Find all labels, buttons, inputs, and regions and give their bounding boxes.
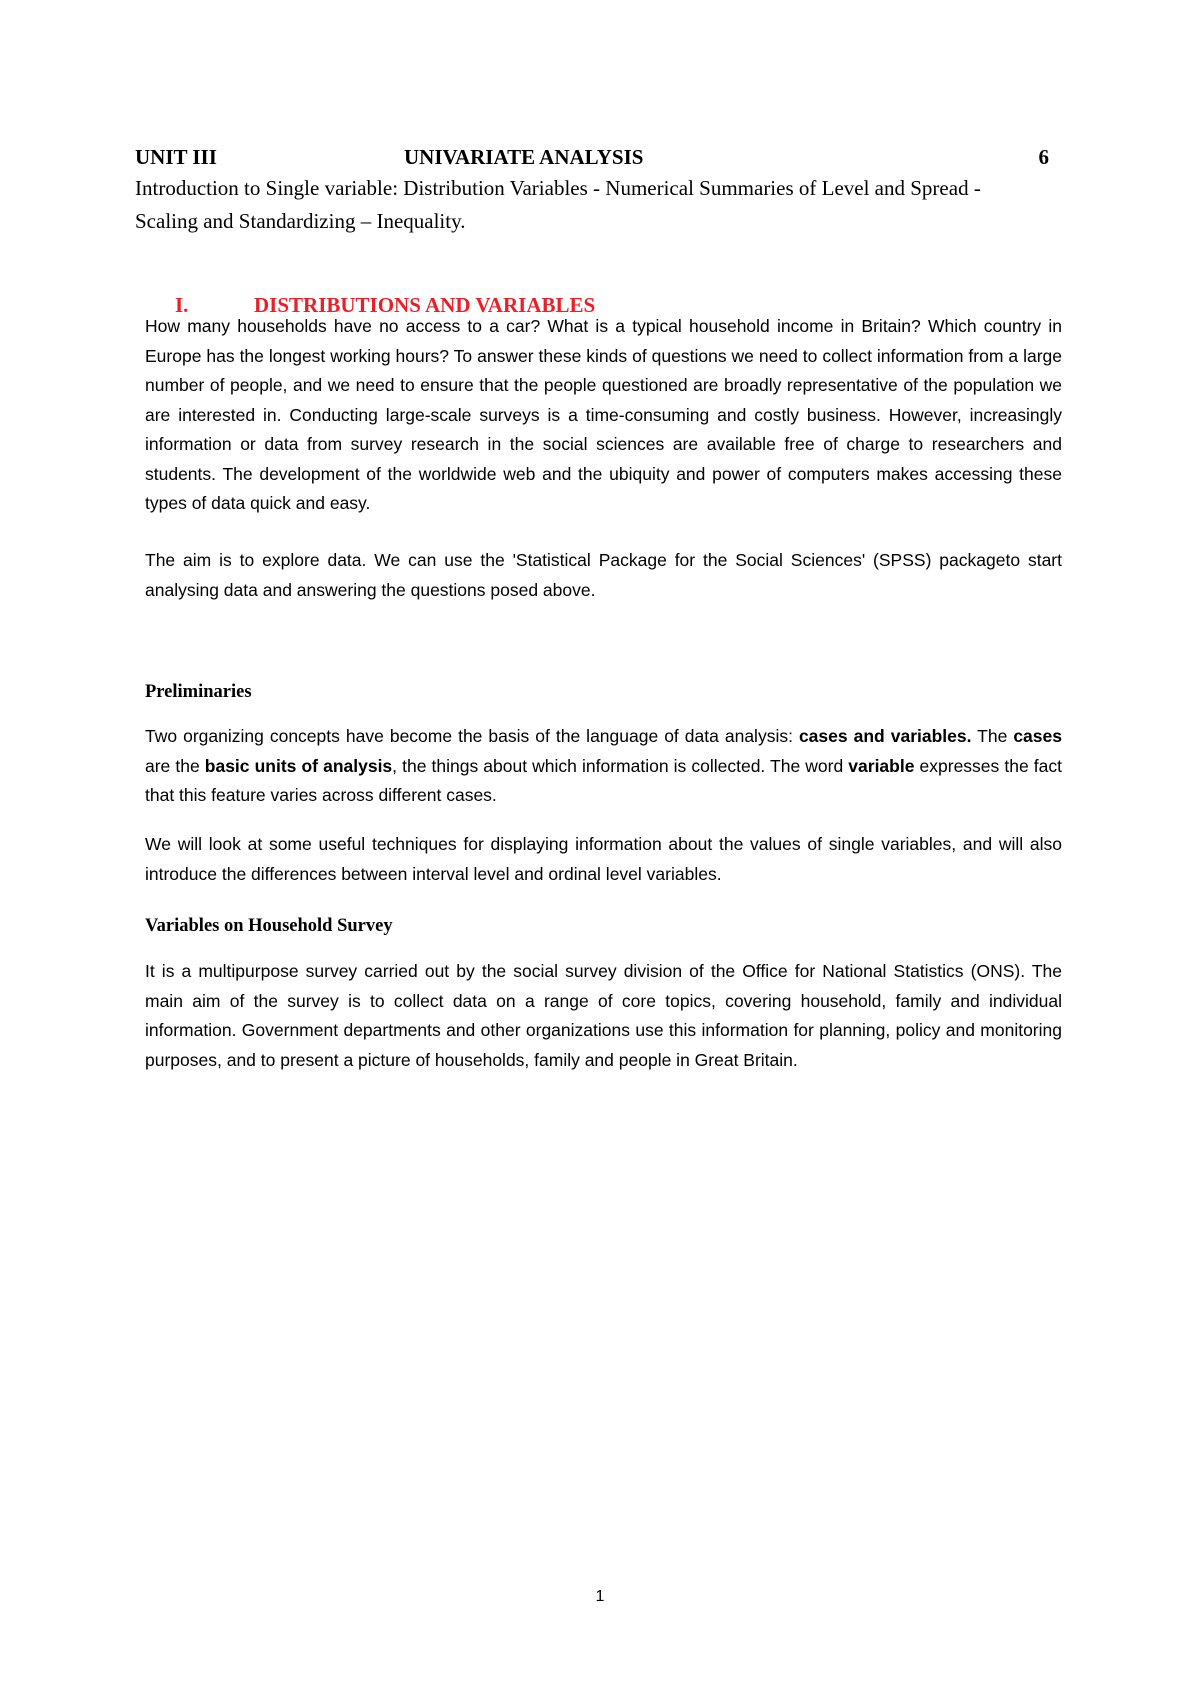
unit-header (135, 142, 1061, 172)
paragraph-techniques: We will look at some useful techniques for displaying information about the values of single variables, and will also introduce the differences between interval level and ordinal level variables. (145, 834, 1062, 884)
bold-cases-and-variables: cases and variables. (798, 726, 972, 746)
text-span: The (971, 726, 1014, 746)
preliminaries-heading: Preliminaries (145, 682, 252, 702)
bold-variable: variable (848, 755, 915, 776)
paragraph-cases-variables (145, 722, 1062, 811)
unit-hours: 6 (1038, 145, 1049, 169)
section-number: I. (175, 293, 189, 317)
unit-title: UNIVARIATE ANALYSIS (404, 145, 644, 169)
unit-label: UNIT III (135, 145, 217, 169)
section-title: DISTRIBUTIONS AND VARIABLES (254, 293, 596, 317)
page-number: 1 (595, 1588, 605, 1605)
paragraph-household-survey: It is a multipurpose survey carried out by the social survey division of the Office for National Statistics (ONS). The main aim of the survey is to collect data on a range of core topics, covering household, family and individual information. Government departments and other organizations use this information for planning, policy and monitoring purposes, and to present a picture of households, family and people in Great Britain. (145, 961, 1062, 1070)
paragraph-survey-questions: How many households have no access to a car? What is a typical household income in Britain? Which country in Europe has the longest working hours? To answer these kinds of questions we need to collect information from a large number of people, and we need to ensure that the people questioned are broadly representative of the population we are interested in. Conducting large-scale surveys is a time-consuming and costly business. However, increasingly information or data from survey research in the social sciences are available free of charge to researchers and students. The development of the worldwide web and the ubiquity and power of computers makes accessing these types of data quick and easy. (145, 316, 1062, 513)
unit-introduction: Introduction to Single variable: Distribution Variables - Numerical Summaries of Level and Spread - Scaling and Standardizing – Inequality. (135, 176, 981, 233)
text-span: are the (145, 755, 205, 776)
bold-cases: cases (1013, 726, 1062, 746)
text-span: Two organizing concepts have become the basis of the language of data analysis: (145, 726, 799, 746)
bold-basic-units: basic units of analysis (204, 755, 393, 776)
text-span: , the things about which information is collected. The word (392, 755, 849, 776)
household-survey-heading: Variables on Household Survey (145, 916, 393, 936)
paragraph-aim: The aim is to explore data. We can use the 'Statistical Package for the Social Sciences' (SPSS) packageto start analysing data and answering the questions posed above. (145, 550, 1062, 600)
text-span: expresses the fact that this feature varies across different cases. (145, 755, 1062, 805)
